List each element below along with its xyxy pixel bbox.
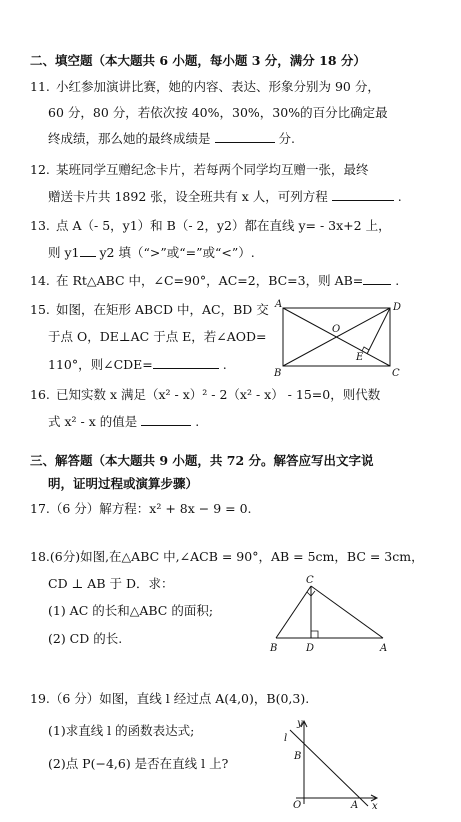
q16-line1: [30, 386, 380, 404]
q18-part2: (2) CD 的长.: [48, 631, 123, 646]
q16-line2: [48, 413, 199, 431]
label-a: A: [275, 299, 283, 310]
section2-title: 二、填空题（本大题共 6 小题，每小题 3 分，满分 18 分）: [30, 53, 366, 68]
q18-line1: 18.(6分)如图,在△ABC 中,∠ACB = 90°，AB = 5cm，BC = 3cm，: [30, 549, 424, 564]
line-l: [290, 730, 368, 806]
q15-number: 15.: [30, 302, 50, 317]
q15-rectangle-figure: [270, 298, 405, 378]
q12-text-1: 某班同学互赠纪念卡片，若每两个同学均互赠一张，最终: [56, 162, 369, 177]
q16-text-2b: .: [195, 414, 200, 429]
q19-line1: 19.（6 分）如图，直线 l 经过点 A(4,0)，B(0,3).: [30, 691, 310, 706]
side-bc: [276, 586, 311, 638]
q18-triangle-figure: [268, 574, 393, 654]
label-d: D: [306, 643, 315, 654]
q15-text-3: 110°，则∠CDE=: [48, 357, 153, 372]
q13-line1: [30, 217, 391, 235]
label-e: E: [356, 352, 364, 363]
q17-line: 17.（6 分）解方程：x² + 8x − 9 = 0.: [30, 501, 252, 516]
q12-text-2: 赠送卡片共 1892 张，设全班共有 x 人，可列方程: [48, 189, 328, 204]
q11-answer-blank[interactable]: [215, 130, 275, 143]
q12-answer-blank[interactable]: [332, 188, 394, 201]
label-a: A: [380, 643, 388, 654]
side-ca: [311, 586, 383, 638]
q13-text-2a: 则 y1: [48, 245, 80, 260]
label-l: l: [284, 733, 288, 744]
q11-line1: [30, 78, 380, 96]
label-x: x: [372, 801, 378, 811]
q16-answer-blank[interactable]: [141, 413, 191, 426]
right-angle-mark-d: [311, 631, 318, 638]
q12-line1: [30, 161, 369, 179]
q15-text-1: 如图，在矩形 ABCD 中，AC，BD 交: [56, 302, 269, 317]
q19-part2: (2)点 P(−4,6) 是否在直线 l 上?: [48, 756, 229, 771]
q16-text-2: 式 x² - x 的值是: [48, 414, 138, 429]
q14-answer-blank[interactable]: [363, 272, 391, 285]
q13-text-1: 点 A（- 5，y1）和 B（- 2，y2）都在直线 y= - 3x+2 上，: [56, 218, 391, 233]
q13-text-2b: y2 填（“>”或“=”或“<”）.: [99, 245, 255, 260]
label-a: A: [351, 800, 359, 811]
label-b: B: [270, 643, 278, 654]
q14-number: 14.: [30, 273, 50, 288]
q19-graph-figure: [280, 716, 385, 811]
section3-title-line2: 明，证明过程或演算步骤）: [48, 476, 199, 491]
q16-number: 16.: [30, 387, 50, 402]
label-c: C: [392, 368, 400, 378]
q15-text-3b: .: [222, 357, 227, 372]
label-y: y: [297, 718, 303, 729]
section3-title-line1: 三、解答题（本大题共 9 小题，共 72 分。解答应写出文字说: [30, 453, 374, 468]
segment-de: [367, 308, 390, 354]
q12-line2: [48, 188, 402, 206]
label-c: C: [306, 575, 314, 586]
q11-line2: 60 分，80 分，若依次按 40%，30%，30%的百分比确定最: [48, 105, 388, 120]
label-d: D: [393, 302, 402, 313]
q13-number: 13.: [30, 218, 50, 233]
q12-number: 12.: [30, 162, 50, 177]
q11-text-1: 小红参加演讲比赛，她的内容、表达、形象分别为 90 分，: [56, 79, 380, 94]
q11-number: 11.: [30, 79, 50, 94]
q11-line3: [48, 130, 295, 148]
right-angle-mark-e: [362, 347, 369, 351]
q18-part1: (1) AC 的长和△ABC 的面积;: [48, 603, 214, 618]
q14-text-1: 在 Rt△ABC 中，∠C=90°，AC=2，BC=3，则 AB=: [56, 273, 364, 288]
q14-line1: [30, 272, 399, 290]
label-o: O: [332, 324, 341, 335]
label-o: O: [293, 800, 302, 811]
q15-line2: 于点 O，DE⊥AC 于点 E，若∠AOD=: [48, 329, 267, 344]
q11-text-3: 终成绩，那么她的最终成绩是: [48, 131, 211, 146]
q15-line1: [30, 301, 269, 319]
q15-answer-blank[interactable]: [153, 356, 219, 369]
q13-line2: [48, 244, 255, 262]
q11-text-3b: 分.: [278, 131, 295, 146]
q16-text-1: 已知实数 x 满足（x² - x）² - 2（x² - x） - 15=0，则代数: [56, 387, 381, 402]
q18-line2: CD ⊥ AB 于 D．求：: [48, 576, 174, 591]
q12-text-2b: .: [397, 189, 402, 204]
q15-line3: [48, 356, 227, 374]
q14-text-1b: .: [395, 273, 400, 288]
q19-part1: (1)求直线 l 的函数表达式;: [48, 723, 195, 738]
label-b: B: [294, 751, 302, 762]
label-b: B: [274, 368, 282, 378]
q13-answer-blank[interactable]: [80, 244, 96, 257]
